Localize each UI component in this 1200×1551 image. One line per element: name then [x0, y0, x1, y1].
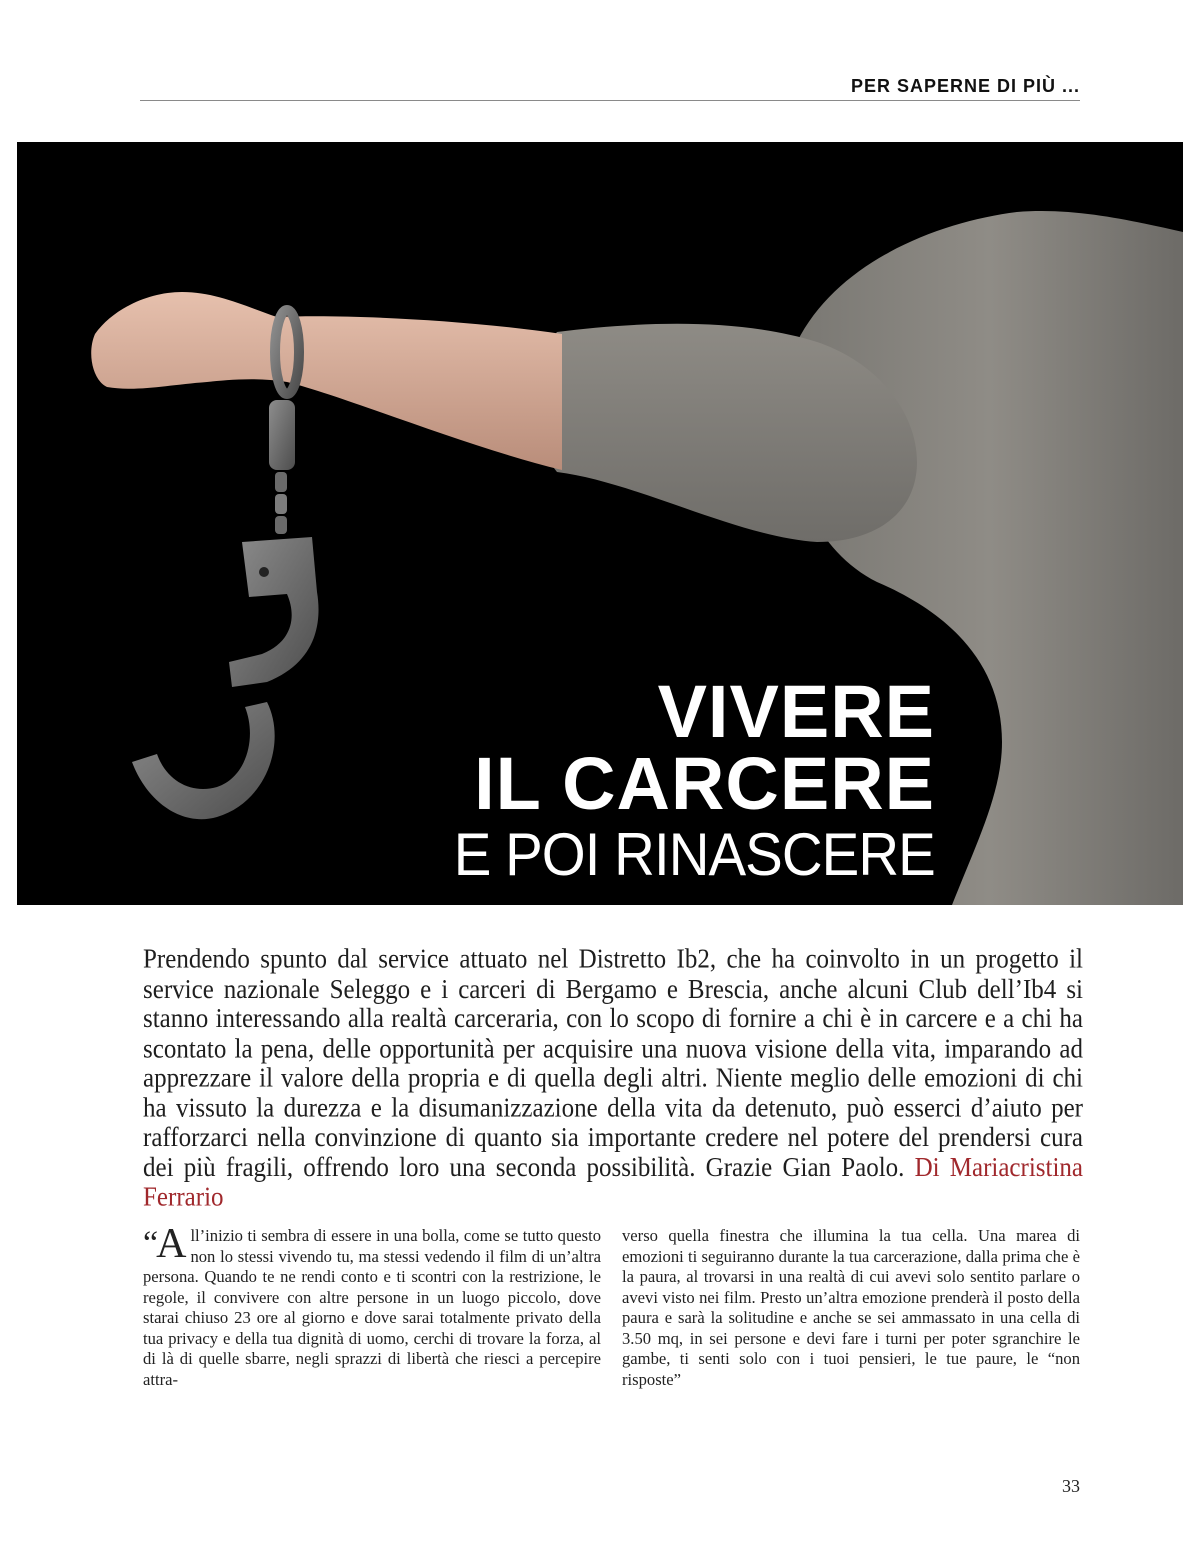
section-header	[140, 74, 1080, 101]
drop-cap: A	[156, 1221, 187, 1267]
lead-text: Prendendo spunto dal service attuato nel Distretto Ib2, che ha coinvolto in un progetto il service nazionale Seleggo e i carceri di Bergamo e Brescia, anche alcuni Club dell’Ib4 si stanno interessando alla realtà carceraria, con lo scopo di fornire a chi è in carcere e a chi ha scontato la pena, delle opportunità per acquisire una nuova visione della vita, imparando ad apprezzare il valore della propria e di quella degli altri. Niente meglio delle emozioni di chi ha vissuto la durezza e la disumanizzazione della vita da detenuto, può esserci d’aiuto per rafforzarci nella convinzione di quanto sia importante credere nel potere del prendersi cura dei più fragili, offrendo loro una seconda possibilità. Grazie Gian Paolo.	[143, 945, 1083, 1183]
title-line-3: E POI RINASCERE	[453, 821, 935, 888]
column-1-text: ll’inizio ti sembra di essere in una bolla, come se tutto questo non lo stessi vivendo tu, ma stessi vedendo il film di un’altra persona. Quando te ne rendi conto e ti scontri con la restrizione, le regole, il convivere con altre persone in un luogo piccolo, dove starai chiuso 23 ore al giorno e dove sarai totalmente privato della tua privacy e della tua dignità di uomo, cerchi di trovare la forza, al di là di quelle sbarre, negli sprazzi di libertà che riesci a percepire attra-	[143, 1226, 601, 1389]
lead-paragraph	[143, 945, 1083, 1212]
article-column-1	[143, 1221, 601, 1390]
drop-cap-block	[143, 1221, 187, 1267]
column-2-text: verso quella finestra che illumina la tua cella. Una marea di emozioni ti seguiranno durante la tua carcerazione, dalla prima che è la paura, al trovarsi in una realtà di cui avevi solo sentito parlare o avevi visto nei film. Presto un’altra emozione prenderà il posto della paura e sarà la solitudine e anche se sei ammassato in una cella di 3.50 mq, in sei persone e devi fare i turni per poter sgranchire le gambe, ti senti solo con i tuoi pensieri, le tue paure, le “non risposte”	[622, 1226, 1080, 1389]
hero-title	[423, 670, 935, 890]
section-label: PER SAPERNE DI PIÙ ...	[850, 76, 1080, 96]
quote-mark: “	[143, 1225, 157, 1262]
hero-photo	[17, 142, 1183, 905]
article-column-2	[622, 1226, 1080, 1390]
title-line-2: IL CARCERE	[474, 742, 935, 825]
page-number: 33	[1062, 1476, 1080, 1496]
title-line-1: VIVERE	[657, 670, 935, 753]
byline: Di Mariacristina Ferrario	[143, 1152, 1084, 1212]
